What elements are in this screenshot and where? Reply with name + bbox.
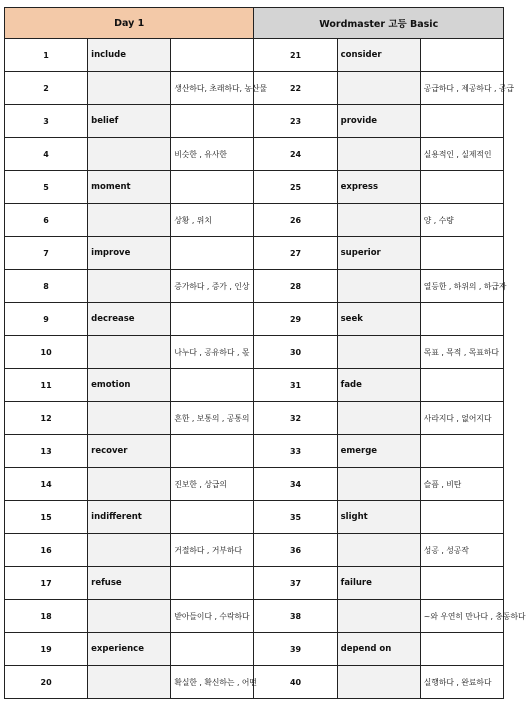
meaning-right: 실용적인 , 실제적인 (420, 138, 503, 171)
word-left (88, 468, 171, 501)
table-row (5, 270, 504, 303)
word-left: belief (88, 105, 171, 138)
meaning-right (420, 39, 503, 72)
row-number-left: 3 (5, 105, 88, 138)
table-row (5, 534, 504, 567)
meaning-left: 진보한 , 상급의 (171, 468, 254, 501)
row-number-left: 9 (5, 303, 88, 336)
row-number-left: 7 (5, 237, 88, 270)
word-right: superior (337, 237, 420, 270)
row-number-right: 25 (254, 171, 337, 204)
row-number-left: 6 (5, 204, 88, 237)
word-right: slight (337, 501, 420, 534)
meaning-left: 나누다 , 공유하다 , 몫 (171, 336, 254, 369)
word-right: emerge (337, 435, 420, 468)
meaning-right (420, 501, 503, 534)
row-number-left: 12 (5, 402, 88, 435)
row-number-right: 38 (254, 600, 337, 633)
row-number-right: 39 (254, 633, 337, 666)
word-left (88, 270, 171, 303)
meaning-right (420, 633, 503, 666)
table-row (5, 600, 504, 633)
word-left (88, 534, 171, 567)
row-number-right: 26 (254, 204, 337, 237)
meaning-left (171, 369, 254, 402)
row-number-left: 14 (5, 468, 88, 501)
meaning-right: 공급하다 , 제공하다 , 공급 (420, 72, 503, 105)
meaning-left: 비슷한 , 유사한 (171, 138, 254, 171)
vocabulary-body (5, 39, 526, 699)
row-number-right: 28 (254, 270, 337, 303)
table-row (5, 402, 504, 435)
meaning-right: 양 , 수량 (420, 204, 503, 237)
word-right: failure (337, 567, 420, 600)
word-right (337, 72, 420, 105)
table-row (5, 666, 504, 699)
meaning-left: 증가하다 , 증가 , 인상 (171, 270, 254, 303)
word-right (337, 600, 420, 633)
row-number-left: 11 (5, 369, 88, 402)
table-row (5, 501, 504, 534)
meaning-left (171, 303, 254, 336)
meaning-right (420, 435, 503, 468)
word-right (337, 336, 420, 369)
vocabulary-table (4, 7, 526, 699)
row-number-right: 40 (254, 666, 337, 699)
word-left (88, 600, 171, 633)
table-row (5, 72, 504, 105)
word-left (88, 402, 171, 435)
meaning-left (171, 105, 254, 138)
row-number-left: 20 (5, 666, 88, 699)
word-left (88, 336, 171, 369)
word-left: improve (88, 237, 171, 270)
meaning-right (420, 171, 503, 204)
meaning-right (420, 303, 503, 336)
meaning-left (171, 567, 254, 600)
word-right: fade (337, 369, 420, 402)
word-right (337, 270, 420, 303)
row-number-right: 21 (254, 39, 337, 72)
meaning-right (420, 567, 503, 600)
meaning-right: 슬픔 , 비탄 (420, 468, 503, 501)
word-left: experience (88, 633, 171, 666)
meaning-left (171, 171, 254, 204)
meaning-right (420, 237, 503, 270)
word-left (88, 72, 171, 105)
word-right (337, 468, 420, 501)
table-row (5, 435, 504, 468)
row-number-right: 36 (254, 534, 337, 567)
table-row (5, 138, 504, 171)
word-left: decrease (88, 303, 171, 336)
table-row (5, 369, 504, 402)
row-number-left: 1 (5, 39, 88, 72)
word-right (337, 138, 420, 171)
word-left: recover (88, 435, 171, 468)
meaning-left: 확실한 , 확신하는 , 어떤 (171, 666, 254, 699)
word-right: depend on (337, 633, 420, 666)
row-number-left: 5 (5, 171, 88, 204)
row-number-left: 15 (5, 501, 88, 534)
row-number-left: 17 (5, 567, 88, 600)
row-number-left: 13 (5, 435, 88, 468)
meaning-left: 받아들이다 , 수락하다 (171, 600, 254, 633)
word-left (88, 204, 171, 237)
header-row (5, 8, 504, 39)
word-left: emotion (88, 369, 171, 402)
meaning-right (420, 105, 503, 138)
word-right: consider (337, 39, 420, 72)
day-title: Day 1 (5, 8, 254, 39)
table-row (5, 105, 504, 138)
row-number-right: 23 (254, 105, 337, 138)
row-number-right: 31 (254, 369, 337, 402)
word-left: moment (88, 171, 171, 204)
word-left (88, 666, 171, 699)
word-right (337, 402, 420, 435)
meaning-right: 성공 , 성공작 (420, 534, 503, 567)
meaning-left (171, 501, 254, 534)
book-title: Wordmaster 고등 Basic (254, 8, 504, 39)
table-row (5, 336, 504, 369)
row-number-left: 2 (5, 72, 88, 105)
table-row (5, 237, 504, 270)
row-number-left: 18 (5, 600, 88, 633)
row-number-right: 27 (254, 237, 337, 270)
row-number-right: 35 (254, 501, 337, 534)
row-number-right: 33 (254, 435, 337, 468)
meaning-left (171, 237, 254, 270)
table-row (5, 204, 504, 237)
meaning-left (171, 633, 254, 666)
word-right (337, 204, 420, 237)
meaning-left: 거절하다 , 거부하다 (171, 534, 254, 567)
meaning-right: 목표 , 목적 , 목표하다 (420, 336, 503, 369)
row-number-right: 37 (254, 567, 337, 600)
meaning-left (171, 435, 254, 468)
word-left: refuse (88, 567, 171, 600)
row-number-left: 16 (5, 534, 88, 567)
row-number-left: 19 (5, 633, 88, 666)
table-row (5, 171, 504, 204)
table-row (5, 567, 504, 600)
table-row (5, 303, 504, 336)
word-right: seek (337, 303, 420, 336)
vocabulary-sheet (4, 7, 526, 694)
word-left (88, 138, 171, 171)
table-row (5, 39, 504, 72)
meaning-left (171, 39, 254, 72)
row-number-right: 34 (254, 468, 337, 501)
row-number-right: 22 (254, 72, 337, 105)
table-row (5, 633, 504, 666)
word-left: include (88, 39, 171, 72)
meaning-right: 사라지다 , 없어지다 (420, 402, 503, 435)
meaning-left: 생산하다, 초래하다, 농산물 (171, 72, 254, 105)
meaning-right (420, 369, 503, 402)
word-right: express (337, 171, 420, 204)
meaning-right: ~와 우연히 만나다 , 충동하다 (420, 600, 503, 633)
row-number-left: 4 (5, 138, 88, 171)
meaning-left: 상황 , 위치 (171, 204, 254, 237)
row-number-right: 29 (254, 303, 337, 336)
row-number-right: 24 (254, 138, 337, 171)
word-right (337, 534, 420, 567)
row-number-left: 10 (5, 336, 88, 369)
row-number-right: 32 (254, 402, 337, 435)
row-number-right: 30 (254, 336, 337, 369)
word-left: indifferent (88, 501, 171, 534)
meaning-left: 흔한 , 보통의 , 공통의 (171, 402, 254, 435)
meaning-right: 열등한 , 하위의 , 하급자 (420, 270, 503, 303)
word-right: provide (337, 105, 420, 138)
word-right (337, 666, 420, 699)
table-row (5, 468, 504, 501)
meaning-right: 실행하다 , 완료하다 (420, 666, 503, 699)
row-number-left: 8 (5, 270, 88, 303)
